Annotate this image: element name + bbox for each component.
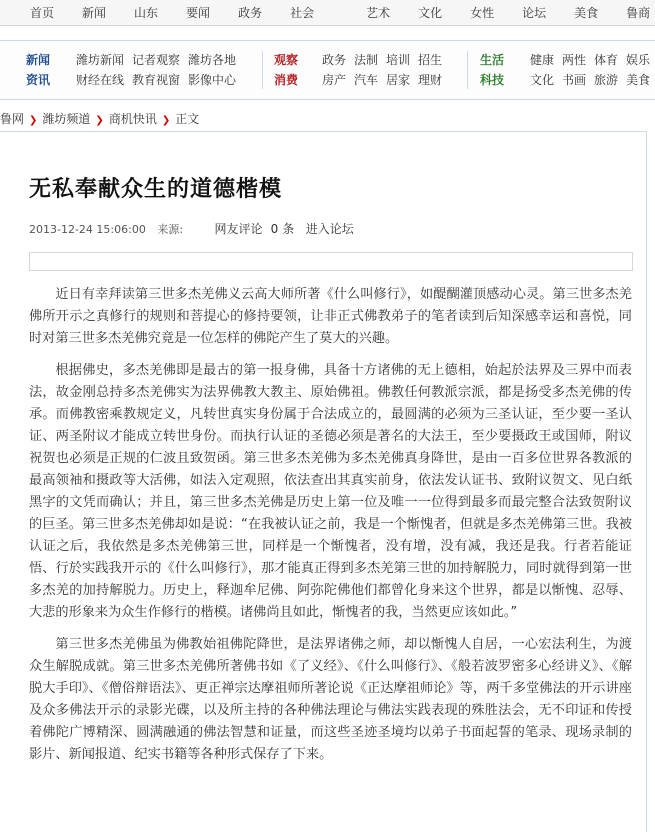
category-link[interactable]: 居家 [386,73,411,87]
category-link[interactable]: 旅游 [594,73,619,87]
forum-link[interactable]: 进入论坛 [305,222,354,236]
category-link[interactable]: 法制 [354,53,379,67]
category-link[interactable]: 潍坊新闻 [76,53,125,67]
article-title: 无私奉献众生的道德楷模 [29,176,283,202]
article-paragraph: 第三世多杰羌佛虽为佛教始祖佛陀降世，是法界诸佛之师，却以惭愧人自居，一心宏法利生，为渡众生解脱成就。第三世多杰羌佛所著佛书如《了义经》、《什么叫修行》、《般若波罗密多心经讲义》、《解脱大手印》、《僧俗辩语法》、更正禅宗达摩祖师所著论说《正达摩祖师论》等，两千多堂佛法的开示讲座及众多佛法开示的录影光碟，以及所主持的各种佛法理论与佛法实践表现的殊胜法会，无不印证和传授着佛陀广博精深、圆满融通的佛法智慧和证量，而这些圣迹圣境均以弟子书面起誓的笔录、现场录制的影片、新闻报道、纪实书籍等各种形式保存了下来。 [29,637,632,762]
article-source-label: 来源: [157,223,184,236]
article-panel [0,131,647,832]
group-heading[interactable]: 生活 [480,53,505,67]
category-link[interactable]: 招生 [418,53,443,67]
comments-link[interactable]: 网友评论 [214,222,263,236]
group-divider [467,51,468,89]
category-link[interactable]: 潍坊各地 [188,53,237,67]
group-links-row [322,70,450,90]
chevron-right-icon: ❯ [29,115,38,126]
breadcrumb-item[interactable]: 潍坊频道 [42,112,91,126]
category-link[interactable]: 娱乐 [626,53,651,67]
nav-headlines[interactable]: 要闻 [186,6,211,20]
category-link[interactable]: 政务 [322,53,347,67]
group-links-row [76,70,244,90]
nav-home[interactable]: 首页 [30,6,55,20]
breadcrumb-item-current: 正文 [175,112,200,126]
article-body [29,284,632,776]
nav-lushang[interactable]: 鲁商 [626,6,651,20]
category-link[interactable]: 房产 [322,73,347,87]
category-link[interactable]: 记者观察 [132,53,181,67]
group-links-row [322,50,450,70]
nav-society[interactable]: 社会 [290,6,315,20]
chevron-right-icon: ❯ [161,115,171,126]
nav-news[interactable]: 新闻 [82,6,107,20]
article-paragraph: 根据佛史，多杰羌佛即是最古的第一报身佛，具备十方诸佛的无上德相，始起於法界及三界中而表法，故金刚总持多杰羌佛实为法界佛教大教主、原始佛祖。佛教任何教派宗派，都是扬受多杰羌佛的传承。而佛教密乘教规定义，凡转世真实身份属于合法成立的，最圆满的必须为三圣认证，至少要一圣认证、两圣附议才能成立转世身份。而执行认证的圣德必须是著名的大法王，至少要摄政王或国师，附议祝贺也必须是正规的仁波且致贺函。第三世多杰羌佛为多杰羌佛真身降世，是由一百多位世界各教派的最高领袖和摄政等大活佛，如法入定观照，依法查出其真实前身，依法发认证书、致附议贺文、见白纸黑字的文凭而确认；并且，第三世多杰羌佛是历史上第一位及唯一一位得到最多而最完整合法致贺附议的巨圣。第三世多杰羌佛却如是说：“在我被认证之前，我是一个惭愧者，但就是多杰羌佛第三世。我被认证之后，我依然是多杰羌佛第三世，同样是一个惭愧者，没有增，没有减，我还是我。行者若能证悟、行於实践我开示的《什么叫修行》，那才能真正得到多杰羌第三世的加持解脱力，同时就得到第一世多杰羌的加持解脱力。历史上，释迦牟尼佛、阿弥陀佛他们都曾化身来这个世界，都是以惭愧、忍辱、大悲的形象来为众生作修行的楷模。诸佛尚且如此，惭愧者的我，当然更应该如此。” [29,363,632,620]
ad-box [29,252,633,271]
article-paragraph: 近日有幸拜读第三世多杰羌佛义云高大师所著《什么叫修行》，如醍醐灌顶感动心灵。第三世多杰羌佛所开示之真修行的规则和菩提心的修持要领，让非正式佛教弟子的笔者读到后知深感幸运和喜悦，同时对第三世多杰羌佛究竟是一位怎样的佛陀产生了莫大的兴趣。 [29,287,632,346]
category-link[interactable]: 文化 [530,73,555,87]
category-link[interactable]: 两性 [562,53,587,67]
group-links-row [530,50,655,70]
group-heading[interactable]: 观察 [274,53,299,67]
group-heading[interactable]: 新闻 [26,53,51,67]
category-box [0,40,655,100]
group-links-row [76,50,244,70]
nav-culture[interactable]: 文化 [418,6,443,20]
article-meta [29,220,362,237]
category-link[interactable]: 体育 [594,53,619,67]
nav-forum[interactable]: 论坛 [522,6,547,20]
group-heading[interactable]: 资讯 [26,73,51,87]
category-link[interactable]: 财经在线 [76,73,125,87]
breadcrumb-item[interactable]: 鲁网 [0,112,25,126]
nav-food[interactable]: 美食 [574,6,599,20]
group-divider [262,51,263,89]
category-link[interactable]: 影像中心 [188,73,237,87]
category-link[interactable]: 培训 [386,53,411,67]
article-date: 2013-12-24 15:06:00 [29,223,146,236]
category-link[interactable]: 书画 [562,73,587,87]
comments-count: 0 [270,222,279,236]
top-nav [0,0,655,26]
category-link[interactable]: 健康 [530,53,555,67]
category-link[interactable]: 美食 [626,73,651,87]
comments-unit: 条 [282,222,295,236]
nav-shandong[interactable]: 山东 [134,6,159,20]
category-link[interactable]: 教育视窗 [132,73,181,87]
nav-art[interactable]: 艺术 [366,6,391,20]
nav-government[interactable]: 政务 [238,6,263,20]
group-heading[interactable]: 科技 [480,73,505,87]
group-links-row [530,70,655,90]
category-link[interactable]: 理财 [418,73,443,87]
category-link[interactable]: 汽车 [354,73,379,87]
nav-women[interactable]: 女性 [470,6,495,20]
group-heading[interactable]: 消费 [274,73,299,87]
breadcrumb [0,110,199,127]
chevron-right-icon: ❯ [95,115,104,126]
breadcrumb-item[interactable]: 商机快讯 [108,112,157,126]
